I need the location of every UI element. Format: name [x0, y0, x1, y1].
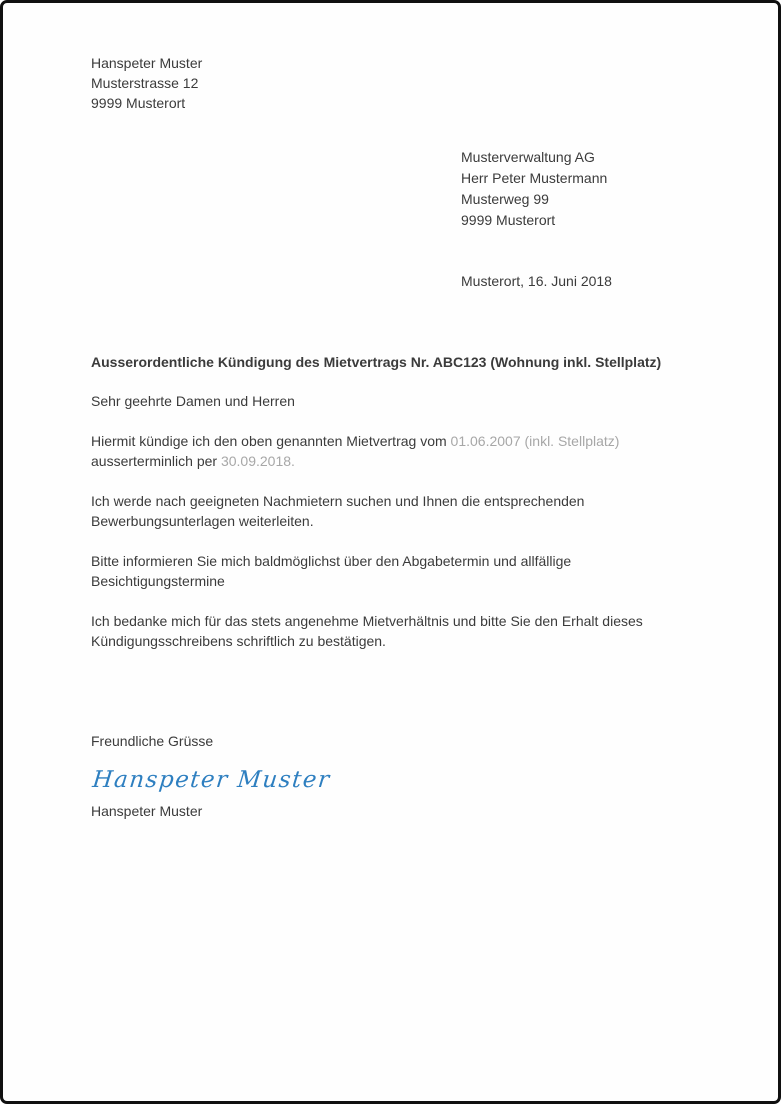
sender-city: 9999 Musterort	[91, 95, 186, 111]
paragraph-handover-info	[91, 551, 718, 591]
handwritten-signature: Hanspeter Muster	[91, 767, 332, 793]
paragraph-thanks-confirmation	[91, 611, 718, 651]
paragraph-thanks-line2: Kündigungsschreibens schriftlich zu bestätigen.	[91, 633, 386, 649]
paragraph-handover-line2: Besichtigungstermine	[91, 573, 225, 589]
salutation: Sehr geehrte Damen und Herren	[91, 393, 295, 409]
paragraph-termination-line1	[91, 431, 718, 451]
subject-line: Ausserordentliche Kündigung des Mietvertrags Nr. ABC123 (Wohnung inkl. Stellplatz)	[91, 354, 662, 370]
letter-content	[3, 3, 778, 821]
closing-greeting: Freundliche Grüsse	[91, 733, 214, 749]
sender-street: Musterstrasse 12	[91, 75, 199, 91]
termination-text-1: Hiermit kündige ich den oben genannten Mietvertrag vom	[91, 433, 447, 449]
recipient-contact: Herr Peter Mustermann	[461, 170, 608, 186]
sender-address	[91, 53, 718, 113]
paragraph-successor-line1: Ich werde nach geeigneten Nachmietern suchen und Ihnen die entsprechenden	[91, 493, 585, 509]
paragraph-thanks-line1: Ich bedanke mich für das stets angenehme Mietverhältnis und bitte Sie den Erhalt dieses	[91, 613, 643, 629]
contract-start-date: 01.06.2007 (inkl. Stellplatz)	[450, 433, 620, 449]
place-and-date: Musterort, 16. Juni 2018	[461, 273, 612, 289]
paragraph-termination	[91, 431, 718, 471]
termination-text-2: ausserterminlich per	[91, 453, 218, 469]
recipient-street: Musterweg 99	[461, 191, 549, 207]
paragraph-successor-tenants	[91, 491, 718, 531]
recipient-city: 9999 Musterort	[461, 212, 556, 228]
termination-date: 30.09.2018.	[220, 453, 295, 469]
recipient-address	[461, 147, 718, 231]
typed-signature-name: Hanspeter Muster	[91, 803, 203, 819]
paragraph-handover-line1: Bitte informieren Sie mich baldmöglichst über den Abgabetermin und allfällige	[91, 553, 572, 569]
paragraph-termination-line2	[91, 451, 718, 471]
paragraph-successor-line2: Bewerbungsunterlagen weiterleiten.	[91, 513, 314, 529]
sender-name: Hanspeter Muster	[91, 55, 203, 71]
signature-area	[91, 751, 718, 821]
recipient-company: Musterverwaltung AG	[461, 149, 595, 165]
